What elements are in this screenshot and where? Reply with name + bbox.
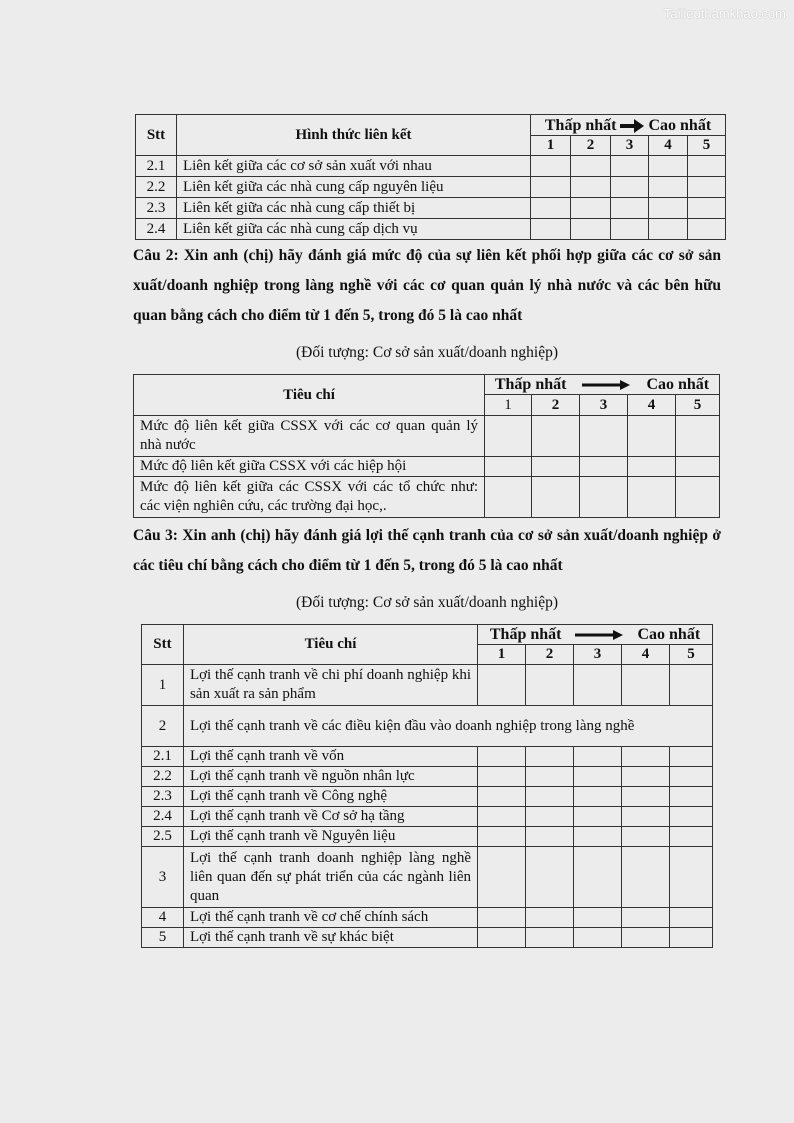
row-stt: 2.1 bbox=[142, 747, 184, 767]
row-label: Lợi thế cạnh tranh doanh nghiệp làng nghề liên quan đến sự phát triển của các ngành liên quan bbox=[183, 847, 477, 908]
question-2: Câu 2: Xin anh (chị) hãy đánh giá mức độ của sự liên kết phối hợp giữa các cơ sở sản xuất/doanh nghiệp trong làng nghề với các cơ quan quản lý nhà nước và các bên hữu quan bằng cách cho điểm từ 1 đến 5, trong đó 5 là cao nhất bbox=[133, 247, 721, 324]
score-header: 4 bbox=[648, 136, 687, 156]
scale-high-label: Cao nhất bbox=[637, 626, 701, 643]
score-header: 5 bbox=[675, 395, 719, 416]
score-header: 2 bbox=[532, 395, 580, 416]
score-cell[interactable] bbox=[531, 177, 571, 198]
arrow-right-icon bbox=[582, 380, 630, 390]
table-row bbox=[142, 767, 713, 787]
table-row bbox=[134, 457, 720, 477]
score-cell[interactable] bbox=[687, 198, 725, 219]
score-cell[interactable] bbox=[669, 928, 712, 948]
score-cell[interactable] bbox=[621, 665, 669, 706]
score-cell[interactable] bbox=[478, 908, 526, 928]
score-cell[interactable] bbox=[531, 156, 571, 177]
score-header: 1 bbox=[478, 645, 526, 665]
score-cell[interactable] bbox=[574, 847, 622, 908]
row-stt: 2.5 bbox=[142, 827, 184, 847]
score-cell[interactable] bbox=[531, 198, 571, 219]
row-stt: 2.1 bbox=[136, 156, 177, 177]
score-cell[interactable] bbox=[669, 747, 712, 767]
score-cell[interactable] bbox=[579, 457, 627, 477]
score-cell[interactable] bbox=[648, 156, 687, 177]
score-cell[interactable] bbox=[485, 457, 532, 477]
score-header: 5 bbox=[669, 645, 712, 665]
row-label: Liên kết giữa các cơ sở sản xuất với nhau bbox=[176, 156, 530, 177]
row-stt: 3 bbox=[142, 847, 184, 908]
score-cell[interactable] bbox=[478, 747, 526, 767]
score-cell[interactable] bbox=[574, 827, 622, 847]
score-cell[interactable] bbox=[621, 928, 669, 948]
table-row bbox=[136, 156, 726, 177]
score-cell[interactable] bbox=[621, 747, 669, 767]
table-row bbox=[136, 198, 726, 219]
score-cell[interactable] bbox=[485, 477, 532, 518]
score-cell[interactable] bbox=[611, 156, 649, 177]
score-cell[interactable] bbox=[485, 416, 532, 457]
score-cell[interactable] bbox=[526, 665, 574, 706]
score-cell[interactable] bbox=[526, 747, 574, 767]
score-cell[interactable] bbox=[648, 177, 687, 198]
score-cell[interactable] bbox=[526, 827, 574, 847]
scale-high-label: Cao nhất bbox=[648, 116, 712, 134]
score-cell[interactable] bbox=[532, 416, 580, 457]
score-cell[interactable] bbox=[669, 767, 712, 787]
row-stt: 2.3 bbox=[136, 198, 177, 219]
score-cell[interactable] bbox=[621, 787, 669, 807]
score-cell[interactable] bbox=[621, 807, 669, 827]
row-label: Mức độ liên kết giữa các CSSX với các tổ chức như: các viện nghiên cứu, các trường đại học,. bbox=[134, 477, 485, 518]
header-criteria: Tiêu chí bbox=[134, 375, 485, 416]
score-header: 1 bbox=[485, 395, 532, 416]
score-header: 2 bbox=[526, 645, 574, 665]
row-label: Liên kết giữa các nhà cung cấp thiết bị bbox=[176, 198, 530, 219]
score-cell[interactable] bbox=[574, 767, 622, 787]
row-stt: 1 bbox=[142, 665, 184, 706]
score-cell[interactable] bbox=[648, 219, 687, 240]
table-row bbox=[136, 219, 726, 240]
question-3-subtitle: (Đối tượng: Cơ sở sản xuất/doanh nghiệp) bbox=[295, 594, 559, 611]
competitive-advantage-table bbox=[141, 624, 713, 948]
score-header: 3 bbox=[579, 395, 627, 416]
score-cell[interactable] bbox=[579, 477, 627, 518]
score-cell[interactable] bbox=[574, 928, 622, 948]
row-stt: 2.2 bbox=[136, 177, 177, 198]
header-criteria: Tiêu chí bbox=[183, 625, 477, 665]
score-cell[interactable] bbox=[669, 827, 712, 847]
score-header: 3 bbox=[611, 136, 649, 156]
state-linkage-table bbox=[133, 374, 720, 518]
table-row bbox=[134, 477, 720, 518]
score-cell[interactable] bbox=[687, 219, 725, 240]
arrow-right-icon bbox=[620, 119, 644, 133]
row-stt: 2.2 bbox=[142, 767, 184, 787]
watermark: Tailieuthamkhao.com bbox=[663, 6, 786, 21]
score-cell[interactable] bbox=[531, 219, 571, 240]
table-row bbox=[142, 747, 713, 767]
score-cell[interactable] bbox=[526, 787, 574, 807]
table-row bbox=[142, 928, 713, 948]
row-stt: 5 bbox=[142, 928, 184, 948]
row-label: Liên kết giữa các nhà cung cấp dịch vụ bbox=[176, 219, 530, 240]
row-stt: 2.3 bbox=[142, 787, 184, 807]
score-cell[interactable] bbox=[611, 177, 649, 198]
score-cell[interactable] bbox=[526, 847, 574, 908]
header-form: Hình thức liên kết bbox=[176, 115, 530, 156]
score-cell[interactable] bbox=[669, 807, 712, 827]
row-label: Mức độ liên kết giữa CSSX với các cơ quan quản lý nhà nước bbox=[134, 416, 485, 457]
score-header: 4 bbox=[627, 395, 675, 416]
row-label: Lợi thế cạnh tranh về các điều kiện đầu vào doanh nghiệp trong làng nghề bbox=[183, 706, 712, 747]
question-3: Câu 3: Xin anh (chị) hãy đánh giá lợi thế cạnh tranh của cơ sở sản xuất/doanh nghiệp ở các tiêu chí bằng cách cho điểm từ 1 đến 5, trong đó 5 là cao nhất bbox=[133, 527, 721, 574]
score-cell[interactable] bbox=[478, 787, 526, 807]
row-label: Lợi thế cạnh tranh về Công nghệ bbox=[183, 787, 477, 807]
score-header: 2 bbox=[571, 136, 611, 156]
arrow-right-icon bbox=[575, 630, 623, 640]
row-label: Lợi thế cạnh tranh về vốn bbox=[183, 747, 477, 767]
score-cell[interactable] bbox=[532, 457, 580, 477]
score-cell[interactable] bbox=[526, 767, 574, 787]
score-cell[interactable] bbox=[478, 665, 526, 706]
score-cell[interactable] bbox=[478, 847, 526, 908]
score-cell[interactable] bbox=[532, 477, 580, 518]
row-label: Lợi thế cạnh tranh về sự khác biệt bbox=[183, 928, 477, 948]
row-label: Liên kết giữa các nhà cung cấp nguyên liệu bbox=[176, 177, 530, 198]
row-stt: 4 bbox=[142, 908, 184, 928]
score-cell[interactable] bbox=[627, 477, 675, 518]
score-cell[interactable] bbox=[669, 908, 712, 928]
score-cell[interactable] bbox=[574, 747, 622, 767]
score-cell[interactable] bbox=[611, 219, 649, 240]
table-row bbox=[142, 787, 713, 807]
row-label: Lợi thế cạnh tranh về nguồn nhân lực bbox=[183, 767, 477, 787]
table-row bbox=[142, 706, 713, 747]
table-row bbox=[142, 807, 713, 827]
score-cell[interactable] bbox=[627, 416, 675, 457]
scale-low-label: Thấp nhất bbox=[544, 116, 617, 134]
table-row bbox=[142, 827, 713, 847]
score-cell[interactable] bbox=[675, 416, 719, 457]
score-cell[interactable] bbox=[675, 477, 719, 518]
scale-low-label: Thấp nhất bbox=[494, 376, 567, 393]
row-label: Lợi thế cạnh tranh về cơ chế chính sách bbox=[183, 908, 477, 928]
header-stt: Stt bbox=[142, 625, 184, 665]
score-cell[interactable] bbox=[571, 156, 611, 177]
scale-low-label: Thấp nhất bbox=[489, 626, 562, 643]
score-cell[interactable] bbox=[579, 416, 627, 457]
table-row bbox=[142, 665, 713, 706]
score-cell[interactable] bbox=[574, 787, 622, 807]
score-header: 1 bbox=[531, 136, 571, 156]
score-cell[interactable] bbox=[621, 827, 669, 847]
row-stt: 2 bbox=[142, 706, 184, 747]
score-cell[interactable] bbox=[571, 219, 611, 240]
header-scale bbox=[485, 375, 720, 395]
score-cell[interactable] bbox=[648, 198, 687, 219]
score-cell[interactable] bbox=[621, 908, 669, 928]
row-label: Lợi thế cạnh tranh về Cơ sở hạ tầng bbox=[183, 807, 477, 827]
header-scale bbox=[478, 625, 713, 645]
table-row bbox=[142, 847, 713, 908]
row-label: Mức độ liên kết giữa CSSX với các hiệp hội bbox=[134, 457, 485, 477]
row-label: Lợi thế cạnh tranh về chi phí doanh nghiệp khi sản xuất ra sản phẩm bbox=[183, 665, 477, 706]
score-cell[interactable] bbox=[574, 908, 622, 928]
table-row bbox=[142, 908, 713, 928]
score-cell[interactable] bbox=[675, 457, 719, 477]
linkage-forms-table bbox=[135, 114, 726, 240]
score-cell[interactable] bbox=[669, 787, 712, 807]
score-cell[interactable] bbox=[627, 457, 675, 477]
score-cell[interactable] bbox=[526, 928, 574, 948]
row-label: Lợi thế cạnh tranh về Nguyên liệu bbox=[183, 827, 477, 847]
score-cell[interactable] bbox=[478, 827, 526, 847]
row-stt: 2.4 bbox=[142, 807, 184, 827]
header-stt: Stt bbox=[136, 115, 177, 156]
score-cell[interactable] bbox=[526, 807, 574, 827]
score-cell[interactable] bbox=[621, 767, 669, 787]
header-scale bbox=[531, 115, 726, 136]
table-row bbox=[134, 416, 720, 457]
score-cell[interactable] bbox=[478, 928, 526, 948]
score-cell[interactable] bbox=[574, 807, 622, 827]
question-2-subtitle: (Đối tượng: Cơ sở sản xuất/doanh nghiệp) bbox=[295, 344, 559, 361]
score-cell[interactable] bbox=[621, 847, 669, 908]
score-cell[interactable] bbox=[669, 847, 712, 908]
score-cell[interactable] bbox=[687, 177, 725, 198]
score-cell[interactable] bbox=[571, 177, 611, 198]
score-cell[interactable] bbox=[574, 665, 622, 706]
score-header: 4 bbox=[621, 645, 669, 665]
row-stt: 2.4 bbox=[136, 219, 177, 240]
score-cell[interactable] bbox=[478, 767, 526, 787]
score-header: 3 bbox=[574, 645, 622, 665]
score-cell[interactable] bbox=[687, 156, 725, 177]
score-cell[interactable] bbox=[526, 908, 574, 928]
score-cell[interactable] bbox=[611, 198, 649, 219]
score-cell[interactable] bbox=[571, 198, 611, 219]
score-cell[interactable] bbox=[669, 665, 712, 706]
scale-high-label: Cao nhất bbox=[646, 376, 710, 393]
score-header: 5 bbox=[687, 136, 725, 156]
table-row bbox=[136, 177, 726, 198]
score-cell[interactable] bbox=[478, 807, 526, 827]
